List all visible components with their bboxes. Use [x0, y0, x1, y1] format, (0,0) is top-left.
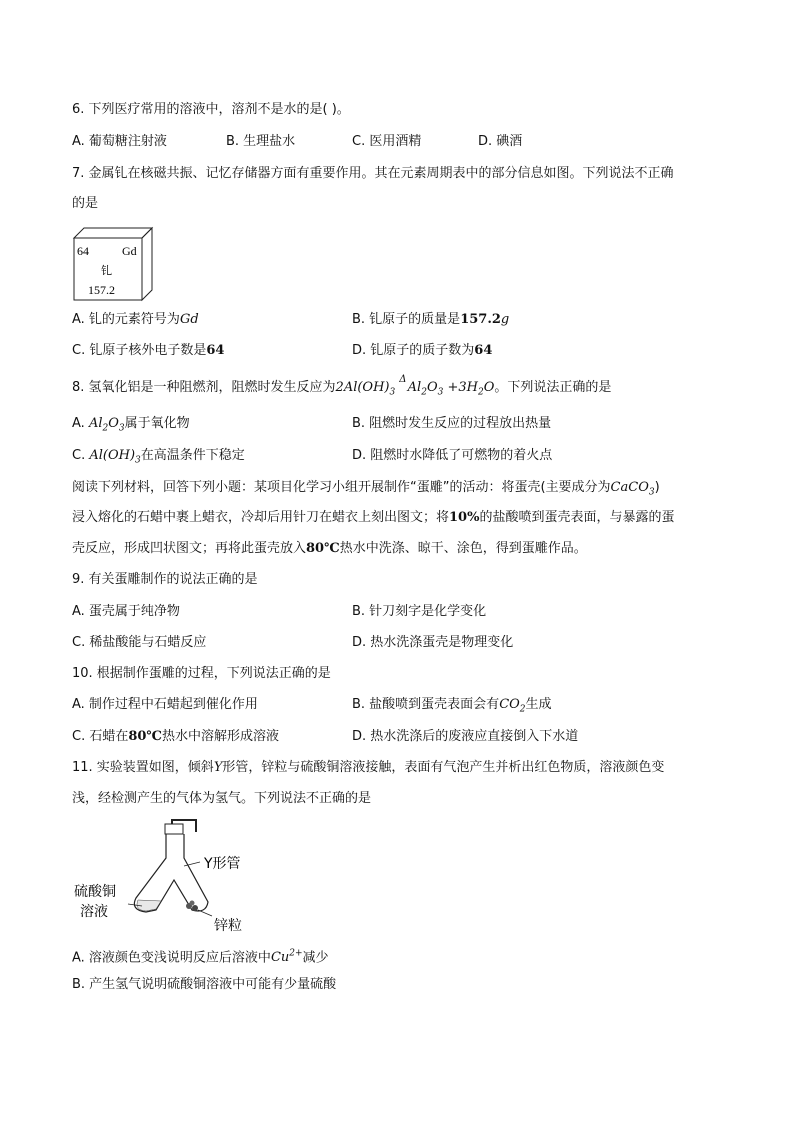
q6-option-c: C. 医用酒精	[352, 134, 422, 149]
q11-stem-line2: 浅，经检测产生的气体为氢气。下列说法不正确的是	[72, 791, 372, 806]
q6-stem: 6. 下列医疗常用的溶液中，溶剂不是水的是( )。	[72, 102, 350, 117]
q8-option-b: B. 阻燃时发生反应的过程放出热量	[352, 416, 552, 431]
stopper	[165, 824, 183, 834]
q8-equation: $2Al(OH)_3$	[335, 380, 396, 398]
q7-option-c: C. 钆原子核外电子数是64	[72, 343, 225, 358]
zinc-leader-line	[198, 910, 212, 916]
copper-sulfate-label-line1: 硫酸铜	[74, 884, 116, 900]
heat-arrow: Δ	[399, 374, 407, 385]
y-tube-label: Y形管	[204, 856, 241, 872]
q8-option-a: A. $Al_2O_3$属于氧化物	[72, 416, 190, 434]
q11-stem-line1: 11. 实验装置如图，倾斜Y形管，锌粒与硫酸铜溶液接触，表面有气泡产生并析出红色物质，溶液颜色变	[72, 760, 665, 775]
q7-stem-line2: 的是	[72, 196, 99, 211]
q8-option-d: D. 阻燃时水降低了可燃物的着火点	[352, 448, 553, 463]
q8-option-c: C. $Al(OH)_3$在高温条件下稳定	[72, 448, 245, 466]
element-atomic-mass: 157.2	[88, 283, 115, 297]
reading-line3: 壳反应，形成凹状图文；再将此蛋壳放入80℃热水中洗涤、晾干、涂色，得到蛋雕作品。	[72, 541, 587, 556]
zinc-granule	[192, 905, 198, 911]
q9-option-d: D. 热水洗涤蛋壳是物理变化	[352, 635, 514, 650]
q10-option-d: D. 热水洗涤后的废液应直接倒入下水道	[352, 729, 579, 744]
q7-option-a: A. 钆的元素符号为Gd	[72, 312, 199, 327]
element-atomic-number: 64	[77, 244, 89, 258]
q10-option-b: B. 盐酸喷到蛋壳表面会有$CO_2$生成	[352, 697, 552, 715]
y-tube-apparatus-figure	[72, 818, 292, 938]
reading-line2: 浸入熔化的石蜡中裹上蜡衣，冷却后用针刀在蜡衣上刻出图文；将10%的盐酸喷到蛋壳表面，与暴露的蛋	[72, 510, 675, 525]
q6-option-b: B. 生理盐水	[226, 134, 296, 149]
q9-stem: 9. 有关蛋雕制作的说法正确的是	[72, 572, 258, 587]
q6-option-a: A. 葡萄糖注射液	[72, 134, 167, 149]
delivery-tube	[172, 820, 196, 832]
reading-line1: 阅读下列材料，回答下列小题：某项目化学习小组开展制作“蛋雕”的活动：将蛋壳(主要成分为CaCO$_3$)	[72, 480, 660, 498]
copper-sulfate-label-line2: 溶液	[80, 904, 108, 920]
zinc-label: 锌粒	[214, 918, 242, 934]
zinc-granule	[190, 901, 195, 906]
q9-option-a: A. 蛋壳属于纯净物	[72, 604, 180, 619]
q6-option-d: D. 碘酒	[478, 134, 523, 149]
q10-option-a: A. 制作过程中石蜡起到催化作用	[72, 697, 258, 712]
q11-option-b: B. 产生氢气说明硫酸铜溶液中可能有少量硫酸	[72, 977, 337, 992]
q8-stem: 8. 氢氧化铝是一种阻燃剂，阻燃时发生反应为$2Al(OH)_3$ Δ $Al_2O_3 +3H_2O$。下列说法正确的是	[72, 374, 612, 398]
q7-option-b: B. 钆原子的质量是157.2g	[352, 312, 510, 327]
q11-option-a: A. 溶液颜色变浅说明反应后溶液中$Cu^{2+}$减少	[72, 949, 329, 966]
element-symbol: Gd	[122, 244, 137, 258]
q7-option-d: D. 钆原子的质子数为64	[352, 343, 493, 358]
element-name: 钆	[101, 264, 112, 277]
q9-option-b: B. 针刀刻字是化学变化	[352, 604, 487, 619]
q10-stem: 10. 根据制作蛋雕的过程，下列说法正确的是	[72, 666, 331, 681]
q7-stem-line1: 7. 金属钆在核磁共振、记忆存储器方面有重要作用。其在元素周期表中的部分信息如图。下列说法不正确	[72, 166, 674, 181]
q9-option-c: C. 稀盐酸能与石蜡反应	[72, 635, 207, 650]
q10-option-c: C. 石蜡在80℃热水中溶解形成溶液	[72, 729, 280, 744]
element-card-figure	[72, 226, 154, 302]
